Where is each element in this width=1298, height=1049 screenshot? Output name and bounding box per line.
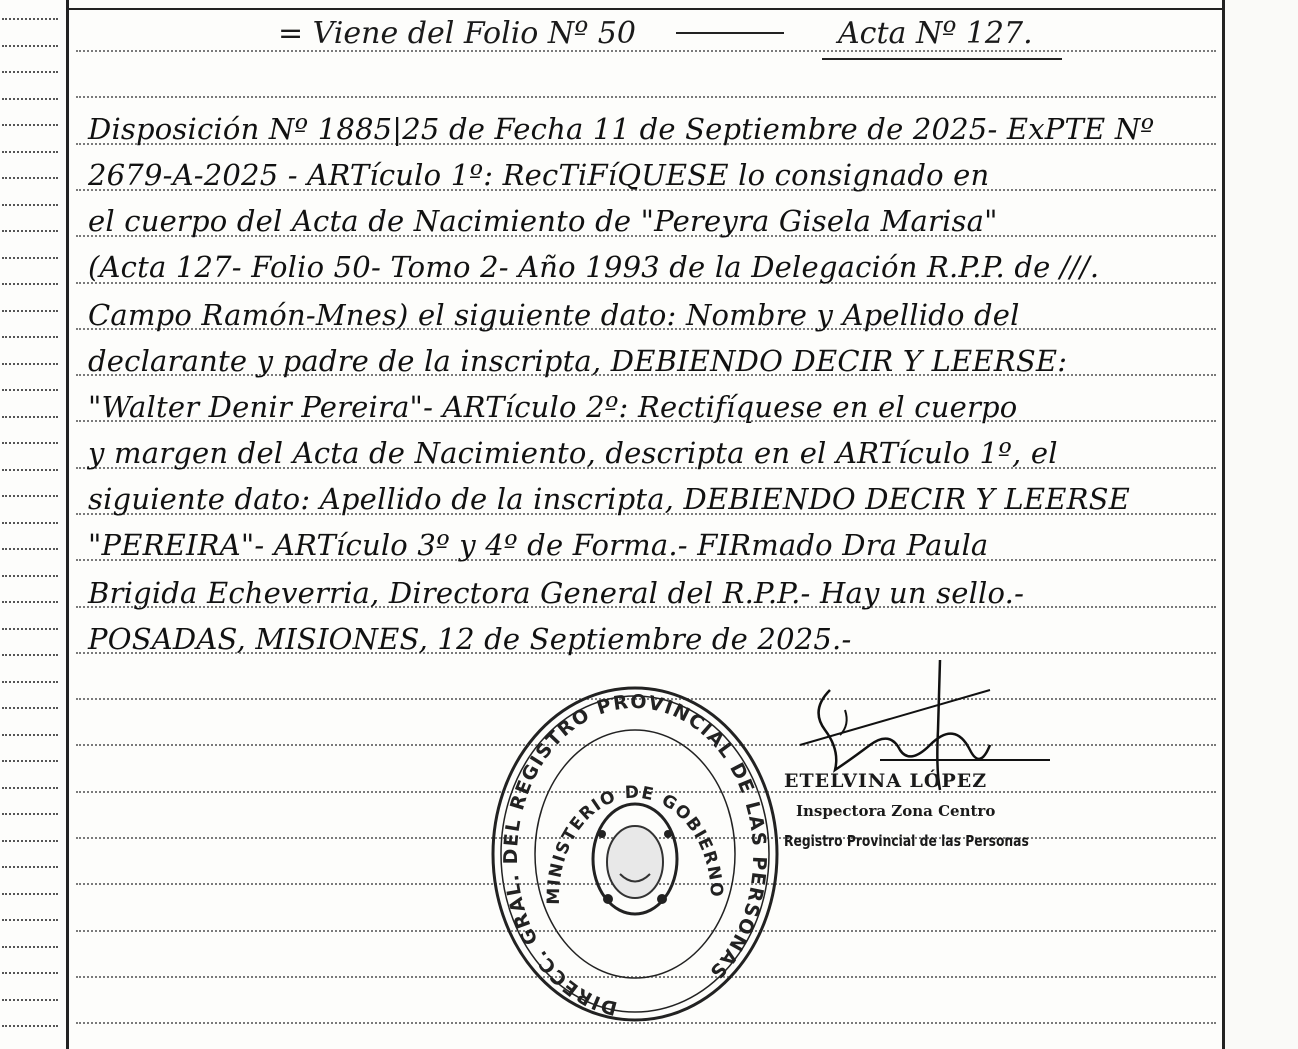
signatory-title: Inspectora Zona Centro [796, 802, 996, 820]
margin-dot-line [2, 416, 58, 418]
margin-dot-line [2, 469, 58, 471]
body-line: "Walter Denir Pereira"- ARTículo 2º: Rectifíquese en el cuerpo [88, 390, 1018, 424]
margin-dot-line [2, 999, 58, 1001]
margin-dot-line [2, 389, 58, 391]
margin-dot-line [2, 654, 58, 656]
margin-dot-line [2, 495, 58, 497]
seal-outer-text: DIRECC. GRAL. DEL REGISTRO PROVINCIAL DE LAS PERSONAS [500, 690, 771, 1020]
top-rule [69, 8, 1222, 10]
margin-dot-line [2, 18, 58, 20]
margin-dot-line [2, 124, 58, 126]
margin-dot-line [2, 98, 58, 100]
body-line: Brigida Echeverria, Directora General del R.P.P.- Hay un sello.- [88, 576, 1025, 610]
margin-dot-line [2, 177, 58, 179]
folio-reference: = Viene del Folio Nº 50 [278, 16, 636, 51]
body-line: Disposición Nº 1885|25 de Fecha 11 de Septiembre de 2025- ExPTE Nº [88, 112, 1155, 146]
acta-underline [822, 58, 1062, 60]
margin-dot-line [2, 866, 58, 868]
margin-dot-line [2, 734, 58, 736]
margin-dot-line [2, 442, 58, 444]
margin-dot-line [2, 707, 58, 709]
margin-dot-line [2, 151, 58, 153]
margin-dot-line [2, 813, 58, 815]
ruled-line [76, 96, 1216, 98]
body-line: y margen del Acta de Nacimiento, descripta en el ARTículo 1º, el [88, 436, 1058, 470]
margin-dot-line [2, 760, 58, 762]
signatory-name: ETELVINA LÓPEZ [784, 770, 988, 792]
margin-dot-line [2, 257, 58, 259]
margin-dot-line [2, 363, 58, 365]
official-seal [490, 684, 780, 1024]
page-right-edge [1225, 0, 1298, 1049]
margin-dot-line [2, 681, 58, 683]
margin-dot-line [2, 230, 58, 232]
margin-dot-line [2, 1025, 58, 1027]
margin-dot-line [2, 601, 58, 603]
margin-dot-line [2, 283, 58, 285]
margin-dot-line [2, 919, 58, 921]
margin-dot-line [2, 787, 58, 789]
signatory-organization: Registro Provincial de las Personas [784, 832, 1029, 850]
margin-dot-line [2, 893, 58, 895]
margin-dot-line [2, 548, 58, 550]
header-dash [676, 32, 784, 34]
margin-dot-line [2, 45, 58, 47]
body-line: 2679-A-2025 - ARTículo 1º: RecTiFíQUESE lo consignado en [88, 158, 990, 192]
acta-reference: Acta Nº 127. [838, 16, 1033, 51]
body-line: declarante y padre de la inscripta, DEBIENDO DECIR Y LEERSE: [88, 344, 1068, 378]
margin-dot-line [2, 840, 58, 842]
body-line: Campo Ramón-Mnes) el siguiente dato: Nombre y Apellido del [88, 298, 1020, 332]
ruled-line [76, 50, 1216, 52]
body-line: el cuerpo del Acta de Nacimiento de "Pereyra Gisela Marisa" [88, 204, 998, 238]
margin-dot-line [2, 336, 58, 338]
body-line: POSADAS, MISIONES, 12 de Septiembre de 2025.- [88, 622, 852, 656]
margin-dot-line [2, 71, 58, 73]
margin-dot-line [2, 575, 58, 577]
margin-dot-line [2, 522, 58, 524]
seal-inner-text: MINISTERIO DE GOBIERNO [543, 782, 727, 905]
body-line: "PEREIRA"- ARTículo 3º y 4º de Forma.- FIRmado Dra Paula [88, 528, 989, 562]
margin-column [0, 0, 62, 1049]
coat-of-arms-icon [593, 804, 677, 914]
margin-rule-left [66, 0, 69, 1049]
margin-dot-line [2, 628, 58, 630]
margin-dot-line [2, 310, 58, 312]
body-line: (Acta 127- Folio 50- Tomo 2- Año 1993 de la Delegación R.P.P. de ///. [88, 250, 1100, 284]
margin-dot-line [2, 946, 58, 948]
margin-dot-line [2, 972, 58, 974]
body-line: siguiente dato: Apellido de la inscripta, DEBIENDO DECIR Y LEERSE [88, 482, 1131, 516]
margin-dot-line [2, 204, 58, 206]
